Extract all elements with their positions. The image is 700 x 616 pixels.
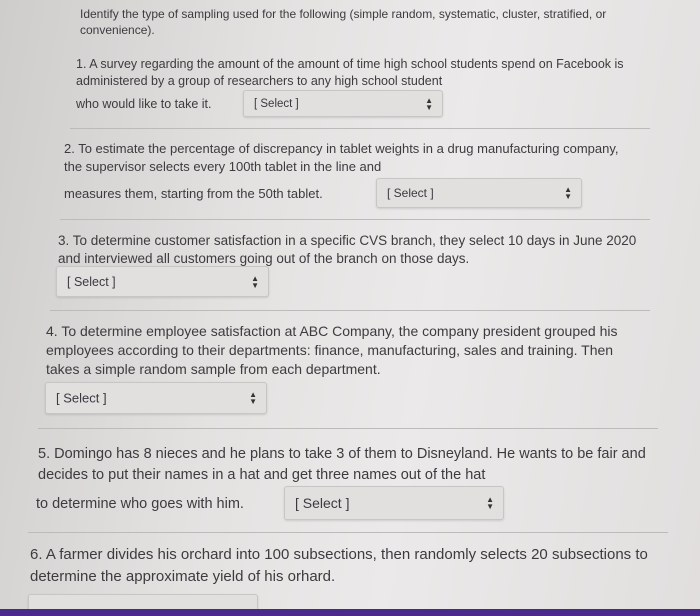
divider	[28, 532, 668, 533]
question-1-text: 1. A survey regarding the amount of the amount of time high school students spend on Facebook is administered by a group of researchers to any high school student	[76, 57, 624, 88]
bottom-bar	[0, 609, 700, 616]
divider	[38, 428, 658, 429]
question-5-dropdown-label: [ Select ]	[295, 495, 350, 511]
question-5-tail: to determine who goes with him.	[36, 496, 244, 512]
question-3-text: 3. To determine customer satisfaction in a specific CVS branch, they select 10 days in June 2020 and interviewed all customers going out of the branch on those days.	[58, 233, 637, 267]
question-1-dropdown[interactable]	[243, 90, 443, 117]
question-2-text: 2. To estimate the percentage of discrepancy in tablet weights in a drug manufacturing company, the supervisor selects every 100th tablet in the line and	[64, 141, 619, 174]
question-4-dropdown-label: [ Select ]	[56, 390, 107, 406]
dropdown-arrows-icon: ▲ ▼	[564, 185, 572, 201]
question-1-tail: who would like to take it.	[76, 97, 212, 111]
question-2-dropdown-label: [ Select ]	[387, 186, 434, 200]
question-6-text: 6. A farmer divides his orchard into 100 subsections, then randomly selects 20 subsections to determine the approximate yield of his orhard.	[30, 546, 648, 585]
question-1-dropdown-label: [ Select ]	[254, 97, 299, 110]
divider	[50, 310, 650, 311]
question-2-dropdown[interactable]	[376, 178, 582, 208]
question-5-dropdown[interactable]	[284, 486, 504, 520]
question-5-text: 5. Domingo has 8 nieces and he plans to take 3 of them to Disneyland. He wants to be fair and decides to put their names in a hat and get three names out of the hat	[38, 446, 646, 484]
dropdown-arrows-icon: ▲ ▼	[425, 95, 433, 112]
divider	[70, 128, 650, 129]
question-4-dropdown[interactable]	[45, 382, 267, 414]
question-4-text: 4. To determine employee satisfaction at ABC Company, the company president grouped his employees according to their departments: finance, manufacturing, sales and training. Then takes a simple random sample from each department.	[46, 323, 618, 377]
instructions-text: Identify the type of sampling used for the following (simple random, systematic, cluster, stratified, or convenience).	[80, 7, 607, 38]
divider	[60, 219, 650, 220]
question-3-dropdown-label: [ Select ]	[67, 274, 116, 289]
question-3-dropdown[interactable]	[56, 266, 269, 297]
question-2-tail: measures them, starting from the 50th tablet.	[64, 186, 323, 201]
dropdown-arrows-icon: ▲ ▼	[249, 390, 257, 406]
dropdown-arrows-icon: ▲ ▼	[251, 273, 259, 290]
dropdown-arrows-icon: ▲ ▼	[486, 495, 494, 511]
